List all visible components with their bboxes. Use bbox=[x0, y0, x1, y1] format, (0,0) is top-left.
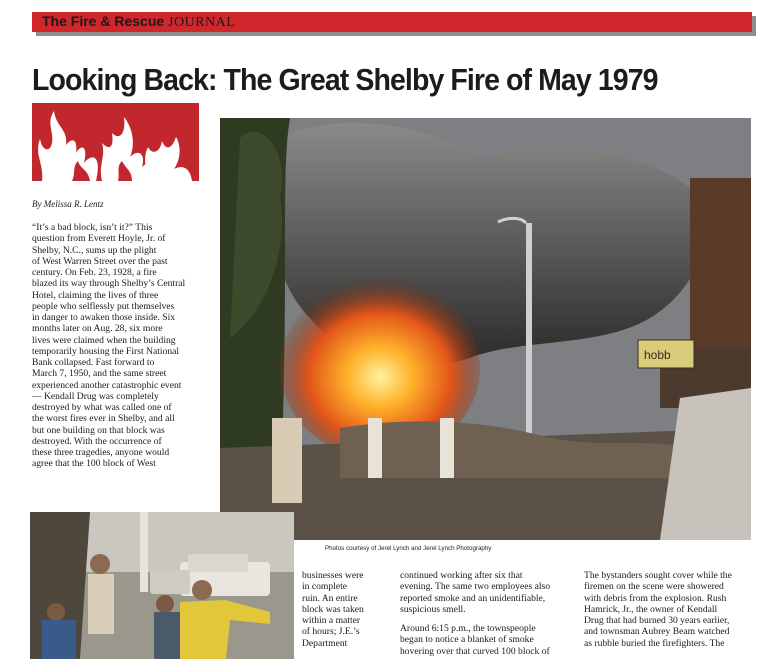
text-line: but one building on that block was bbox=[32, 424, 165, 436]
text-line: Department bbox=[302, 637, 348, 649]
text-line: people who selflessly put themselves bbox=[32, 300, 175, 312]
text-line: Shelby, N.C., sums up the plight bbox=[32, 244, 157, 256]
text-line: destroyed. With the occurrence of bbox=[32, 435, 162, 447]
column-2 bbox=[400, 570, 575, 665]
text-line: with debris from the explosion. Rush bbox=[584, 592, 727, 604]
text-line: “It’s a bad block, isn’t it?” This bbox=[32, 222, 153, 233]
text-line: suspicious smell. bbox=[400, 603, 466, 615]
text-line: firemen on the scene were showered bbox=[584, 581, 724, 593]
text-line: Drug that had burned 30 years earlier, bbox=[584, 615, 730, 627]
text-line: Hamrick, Jr., the owner of Kendall bbox=[584, 603, 718, 615]
text-line: March 7, 1950, and the same street bbox=[32, 368, 167, 380]
flame-graphic bbox=[32, 103, 199, 181]
text-line: experienced another catastrophic event bbox=[32, 379, 182, 391]
text-line: The bystanders sought cover while the bbox=[584, 570, 732, 581]
text-line: Hotel, claiming the lives of three bbox=[32, 289, 159, 301]
text-line: lives were claimed when the building bbox=[32, 334, 176, 346]
store-sign: hobb bbox=[644, 348, 671, 362]
text-line: the worst fires ever in Shelby, and all bbox=[32, 413, 175, 425]
journal-title bbox=[42, 13, 235, 31]
crowd-photo-illustration bbox=[30, 512, 294, 659]
fire-photo-illustration bbox=[220, 118, 751, 540]
text-line: Around 6:15 p.m., the townspeople bbox=[400, 623, 536, 635]
column-1 bbox=[302, 570, 364, 649]
text-line: century. On Feb. 23, 1928, a fire bbox=[32, 267, 157, 278]
text-line: began to notice a blanket of smoke bbox=[400, 634, 534, 646]
text-line: reported smoke and an unidentifiable, bbox=[400, 592, 546, 604]
text-line: of hours; J.E.’s bbox=[302, 626, 360, 638]
text-line: — Kendall Drug was completely bbox=[32, 390, 159, 402]
crowd-photo bbox=[30, 512, 294, 659]
text-line: continued working after six that bbox=[400, 570, 523, 581]
text-line: in danger to awaken those inside. Six bbox=[32, 312, 176, 323]
text-line: agree that the 100 block of West bbox=[32, 458, 156, 470]
text-line: temporarily housing the First National bbox=[32, 345, 180, 357]
paragraph bbox=[400, 623, 575, 657]
text-line: and townsman Aubrey Beam watched bbox=[584, 626, 730, 638]
text-line: evening. The same two employees also bbox=[400, 581, 551, 593]
text-line: of West Warren Street over the past bbox=[32, 255, 168, 267]
text-line: as rubble buried the firefighters. The bbox=[584, 637, 725, 649]
text-line: ruin. An entire bbox=[302, 592, 358, 604]
lead-paragraph bbox=[32, 222, 218, 470]
journal-name: The Fire & Rescue bbox=[42, 13, 165, 29]
text-line: months later on Aug. 28, six more bbox=[32, 323, 163, 335]
text-line: blazed its way through Shelby’s Central bbox=[32, 278, 186, 290]
photo-credit: Photos courtesy of Jerel Lynch and Jerel Lynch Photography bbox=[325, 545, 492, 552]
text-line: in complete bbox=[302, 581, 348, 593]
text-line: these three tragedies, anyone would bbox=[32, 447, 170, 458]
journal-suffix: JOURNAL bbox=[168, 15, 236, 30]
text-line: Bank collapsed. Fast forward to bbox=[32, 357, 155, 368]
flame-icon bbox=[32, 103, 199, 181]
text-line: businesses were bbox=[302, 570, 364, 581]
column-3 bbox=[584, 570, 758, 649]
article-headline: Looking Back: The Great Shelby Fire of May 1979 bbox=[32, 62, 658, 97]
text-line: destroyed by what was called one of bbox=[32, 402, 172, 413]
text-line: question from Everett Hoyle, Jr. of bbox=[32, 233, 166, 245]
text-line: within a matter bbox=[302, 615, 361, 627]
fire-photo bbox=[220, 118, 751, 540]
byline: By Melissa R. Lentz bbox=[32, 199, 104, 209]
journal-banner bbox=[32, 12, 752, 32]
paragraph bbox=[400, 570, 575, 615]
text-line: hovering over that curved 100 block of bbox=[400, 645, 550, 657]
text-line: block was taken bbox=[302, 603, 364, 615]
